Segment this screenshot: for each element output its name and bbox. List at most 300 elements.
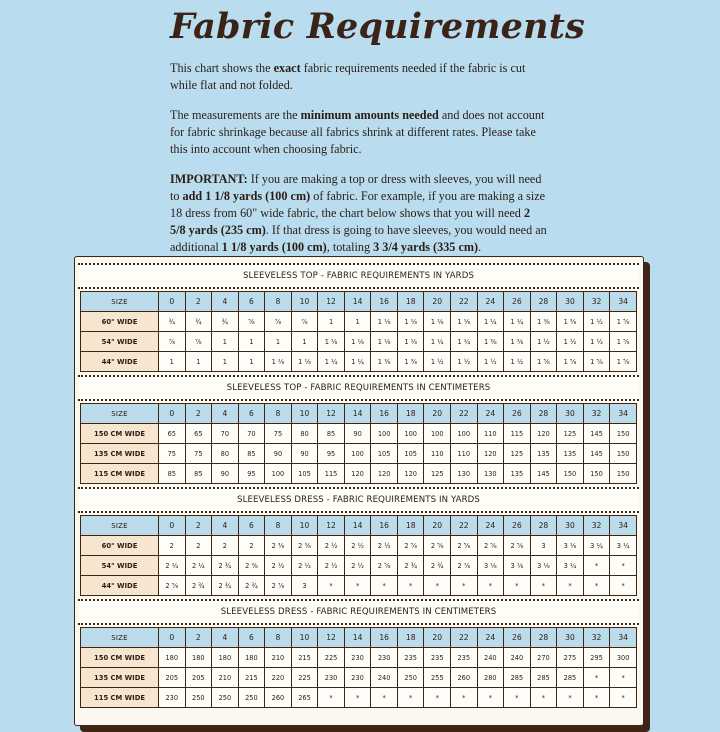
size-header: SIZE — [81, 292, 159, 312]
fabric-amount-cell: ⅞ — [185, 332, 212, 352]
fabric-amount-cell: 230 — [318, 668, 345, 688]
fabric-amount-cell: 255 — [424, 668, 451, 688]
fabric-amount-cell: 1 ⅝ — [583, 352, 610, 372]
fabric-amount-cell: 280 — [477, 668, 504, 688]
fabric-amount-cell: 1 — [265, 332, 292, 352]
fabric-amount-cell: 2 ⅞ — [265, 576, 292, 596]
fabric-amount-cell: 1 ⅛ — [397, 312, 424, 332]
fabric-amount-cell: 250 — [238, 688, 265, 708]
fabric-amount-cell: 2 ¼ — [185, 556, 212, 576]
fabric-amount-cell: 95 — [318, 444, 345, 464]
fabric-amount-cell: 1 ½ — [557, 332, 584, 352]
fabric-amount-cell: 1 ⅛ — [318, 332, 345, 352]
fabric-amount-cell: 80 — [291, 424, 318, 444]
size-column-header: 12 — [318, 516, 345, 536]
fabric-width-label: 44" WIDE — [81, 352, 159, 372]
fabric-amount-cell: 1 — [238, 332, 265, 352]
fabric-amount-cell: 2 ⅜ — [238, 556, 265, 576]
fabric-amount-cell: 225 — [318, 648, 345, 668]
fabric-amount-cell: 100 — [344, 444, 371, 464]
fabric-amount-cell: 230 — [344, 668, 371, 688]
fabric-amount-cell: 2 ½ — [291, 556, 318, 576]
fabric-width-label: 54" WIDE — [81, 556, 159, 576]
fabric-amount-cell: ¾ — [185, 312, 212, 332]
table-row — [81, 576, 637, 596]
size-column-header: 4 — [212, 292, 239, 312]
table-header-row — [81, 292, 637, 312]
table-row — [81, 312, 637, 332]
size-column-header: 22 — [451, 628, 478, 648]
section-title: SLEEVELESS DRESS - FABRIC REQUIREMENTS IN CENTIMETERS — [78, 599, 639, 625]
table-row — [81, 688, 637, 708]
fabric-amount-cell: 270 — [530, 648, 557, 668]
table-row — [81, 424, 637, 444]
fabric-amount-cell: 1 ½ — [504, 352, 531, 372]
size-column-header: 16 — [371, 292, 398, 312]
fabric-amount-cell: 1 — [185, 352, 212, 372]
intro-text-span: If you are making a top or dress with sleeves, you will need to — [170, 172, 542, 203]
fabric-amount-cell: 145 — [530, 464, 557, 484]
fabric-amount-cell: 135 — [557, 444, 584, 464]
fabric-amount-cell: 75 — [265, 424, 292, 444]
size-column-header: 16 — [371, 516, 398, 536]
size-column-header: 34 — [610, 516, 637, 536]
fabric-amount-cell: 120 — [344, 464, 371, 484]
fabric-amount-cell: 2 ¾ — [212, 576, 239, 596]
intro-bold-span: 1 1/8 yards (100 cm) — [221, 240, 327, 254]
fabric-amount-cell: 2 ¾ — [212, 556, 239, 576]
fabric-amount-cell: 2 ½ — [344, 536, 371, 556]
fabric-amount-cell: 1 — [212, 352, 239, 372]
fabric-amount-cell: 1 ⅛ — [451, 312, 478, 332]
fabric-amount-cell: 120 — [397, 464, 424, 484]
fabric-amount-cell: 180 — [185, 648, 212, 668]
size-column-header: 24 — [477, 516, 504, 536]
fabric-amount-cell: 1 ½ — [451, 352, 478, 372]
fabric-amount-cell: * — [583, 556, 610, 576]
fabric-amount-cell: 3 ⅛ — [557, 536, 584, 556]
fabric-amount-cell: 285 — [557, 668, 584, 688]
size-column-header: 12 — [318, 404, 345, 424]
fabric-amount-cell: 135 — [504, 464, 531, 484]
chart-section — [78, 487, 639, 596]
size-column-header: 6 — [238, 404, 265, 424]
fabric-amount-cell: 2 ½ — [265, 556, 292, 576]
fabric-amount-cell: 1 ⅛ — [371, 332, 398, 352]
fabric-amount-cell: 1 ⅜ — [504, 332, 531, 352]
fabric-amount-cell: 145 — [583, 444, 610, 464]
fabric-amount-cell: 2 — [185, 536, 212, 556]
fabric-amount-cell: ⅝ — [238, 312, 265, 332]
fabric-amount-cell: 65 — [185, 424, 212, 444]
table-header-row — [81, 404, 637, 424]
size-column-header: 10 — [291, 404, 318, 424]
fabric-amount-cell: 240 — [504, 648, 531, 668]
fabric-amount-cell: 125 — [504, 444, 531, 464]
requirements-table — [80, 291, 637, 372]
intro-text-span: of fabric. For example, if you are making a size 18 dress from 60" wide fabric, the chart below shows that you will need — [170, 189, 546, 220]
fabric-amount-cell: 265 — [291, 688, 318, 708]
fabric-amount-cell: 1 — [159, 352, 186, 372]
requirements-table — [80, 627, 637, 708]
fabric-width-label: 150 CM WIDE — [81, 424, 159, 444]
fabric-amount-cell: 3 — [530, 536, 557, 556]
size-column-header: 0 — [159, 516, 186, 536]
fabric-amount-cell: 1 ½ — [530, 332, 557, 352]
fabric-amount-cell: 3 ¼ — [583, 536, 610, 556]
size-column-header: 26 — [504, 516, 531, 536]
fabric-amount-cell: 1 ⅝ — [557, 352, 584, 372]
size-header: SIZE — [81, 404, 159, 424]
size-column-header: 24 — [477, 404, 504, 424]
fabric-amount-cell: 260 — [265, 688, 292, 708]
fabric-amount-cell: * — [583, 688, 610, 708]
fabric-amount-cell: 285 — [530, 668, 557, 688]
fabric-amount-cell: 210 — [212, 668, 239, 688]
chart-section — [78, 375, 639, 484]
size-column-header: 26 — [504, 628, 531, 648]
fabric-amount-cell: 70 — [238, 424, 265, 444]
table-row — [81, 556, 637, 576]
fabric-amount-cell: 1 — [238, 352, 265, 372]
fabric-amount-cell: 2 ½ — [318, 536, 345, 556]
fabric-width-label: 150 CM WIDE — [81, 648, 159, 668]
fabric-amount-cell: 120 — [530, 424, 557, 444]
fabric-amount-cell: 2 ⅝ — [451, 536, 478, 556]
chart-section — [78, 263, 639, 372]
fabric-amount-cell: 1 ⅛ — [424, 312, 451, 332]
fabric-amount-cell: 1 ⅛ — [397, 332, 424, 352]
intro-paragraph-1 — [170, 60, 548, 94]
fabric-amount-cell: 1 ¼ — [451, 332, 478, 352]
size-column-header: 20 — [424, 516, 451, 536]
fabric-amount-cell: 220 — [265, 668, 292, 688]
size-column-header: 32 — [583, 516, 610, 536]
size-column-header: 32 — [583, 292, 610, 312]
fabric-amount-cell: 135 — [530, 444, 557, 464]
fabric-amount-cell: 85 — [185, 464, 212, 484]
fabric-amount-cell: 235 — [424, 648, 451, 668]
fabric-amount-cell: 145 — [583, 424, 610, 444]
fabric-amount-cell: 1 — [291, 332, 318, 352]
size-column-header: 28 — [530, 292, 557, 312]
intro-bold-span: minimum amounts needed — [300, 108, 439, 122]
size-column-header: 2 — [185, 292, 212, 312]
intro-text-span: . — [478, 240, 482, 254]
fabric-amount-cell: 295 — [583, 648, 610, 668]
size-column-header: 12 — [318, 292, 345, 312]
fabric-amount-cell: 3 ⅛ — [530, 556, 557, 576]
size-column-header: 0 — [159, 628, 186, 648]
fabric-amount-cell: 2 ½ — [371, 536, 398, 556]
intro-text-span: This chart shows the — [170, 61, 274, 75]
intro-bold-span: 3 3/4 yards (335 cm) — [373, 240, 479, 254]
fabric-amount-cell: * — [610, 688, 637, 708]
size-column-header: 8 — [265, 404, 292, 424]
fabric-amount-cell: 275 — [557, 648, 584, 668]
fabric-amount-cell: 2 ⅝ — [504, 536, 531, 556]
size-column-header: 16 — [371, 628, 398, 648]
section-title: SLEEVELESS TOP - FABRIC REQUIREMENTS IN YARDS — [78, 263, 639, 289]
fabric-amount-cell: * — [504, 576, 531, 596]
fabric-amount-cell: 3 ⅛ — [504, 556, 531, 576]
size-column-header: 10 — [291, 292, 318, 312]
intro-text-span: , totaling — [326, 240, 374, 254]
size-column-header: 10 — [291, 628, 318, 648]
fabric-amount-cell: 180 — [212, 648, 239, 668]
fabric-amount-cell: 1 ⅛ — [291, 352, 318, 372]
intro-bold-span: exact — [273, 61, 301, 75]
fabric-amount-cell: 2 ⅜ — [265, 536, 292, 556]
fabric-amount-cell: 1 ¼ — [344, 352, 371, 372]
size-header: SIZE — [81, 516, 159, 536]
size-column-header: 4 — [212, 628, 239, 648]
fabric-amount-cell: 150 — [610, 424, 637, 444]
fabric-amount-cell: * — [610, 668, 637, 688]
size-column-header: 30 — [557, 292, 584, 312]
fabric-amount-cell: * — [557, 688, 584, 708]
table-row — [81, 332, 637, 352]
size-column-header: 28 — [530, 404, 557, 424]
size-column-header: 20 — [424, 404, 451, 424]
size-column-header: 2 — [185, 404, 212, 424]
size-column-header: 18 — [397, 628, 424, 648]
fabric-amount-cell: 2 ¾ — [424, 556, 451, 576]
fabric-amount-cell: 205 — [159, 668, 186, 688]
fabric-amount-cell: 1 ⅜ — [557, 312, 584, 332]
size-column-header: 14 — [344, 404, 371, 424]
fabric-amount-cell: 1 ⅛ — [371, 312, 398, 332]
size-column-header: 8 — [265, 628, 292, 648]
fabric-amount-cell: ¾ — [159, 312, 186, 332]
fabric-amount-cell: 125 — [557, 424, 584, 444]
fabric-amount-cell: ⅞ — [265, 312, 292, 332]
size-column-header: 22 — [451, 404, 478, 424]
fabric-amount-cell: 1 ⅜ — [397, 352, 424, 372]
fabric-amount-cell: 250 — [397, 668, 424, 688]
size-column-header: 18 — [397, 404, 424, 424]
fabric-amount-cell: 90 — [265, 444, 292, 464]
fabric-amount-cell: * — [371, 688, 398, 708]
fabric-amount-cell: 225 — [291, 668, 318, 688]
table-row — [81, 648, 637, 668]
size-column-header: 14 — [344, 292, 371, 312]
fabric-amount-cell: 3 ¼ — [610, 536, 637, 556]
fabric-amount-cell: 85 — [159, 464, 186, 484]
page-title: Fabric Requirements — [170, 6, 586, 47]
fabric-width-label: 44" WIDE — [81, 576, 159, 596]
fabric-amount-cell: 2 ¼ — [159, 556, 186, 576]
size-column-header: 16 — [371, 404, 398, 424]
fabric-amount-cell: * — [530, 688, 557, 708]
fabric-amount-cell: * — [530, 576, 557, 596]
fabric-width-label: 135 CM WIDE — [81, 668, 159, 688]
fabric-amount-cell: 1 ⅜ — [477, 332, 504, 352]
fabric-amount-cell: 1 — [344, 312, 371, 332]
fabric-amount-cell: 2 ⅞ — [451, 556, 478, 576]
fabric-amount-cell: ⅞ — [291, 312, 318, 332]
size-column-header: 22 — [451, 516, 478, 536]
fabric-chart-card — [74, 256, 644, 726]
fabric-amount-cell: 1 ⅝ — [530, 352, 557, 372]
size-column-header: 14 — [344, 516, 371, 536]
size-column-header: 32 — [583, 404, 610, 424]
size-column-header: 20 — [424, 628, 451, 648]
fabric-amount-cell: * — [557, 576, 584, 596]
table-row — [81, 668, 637, 688]
size-column-header: 18 — [397, 292, 424, 312]
size-column-header: 22 — [451, 292, 478, 312]
fabric-amount-cell: 150 — [610, 464, 637, 484]
fabric-amount-cell: 85 — [318, 424, 345, 444]
fabric-amount-cell: * — [318, 688, 345, 708]
fabric-amount-cell: 85 — [238, 444, 265, 464]
fabric-amount-cell: 110 — [477, 424, 504, 444]
fabric-amount-cell: 260 — [451, 668, 478, 688]
fabric-amount-cell: 100 — [397, 424, 424, 444]
size-column-header: 34 — [610, 404, 637, 424]
fabric-amount-cell: * — [451, 688, 478, 708]
fabric-amount-cell: 150 — [583, 464, 610, 484]
fabric-amount-cell: * — [424, 688, 451, 708]
size-column-header: 34 — [610, 628, 637, 648]
fabric-amount-cell: 1 ¼ — [477, 312, 504, 332]
fabric-amount-cell: 100 — [265, 464, 292, 484]
fabric-amount-cell: 3 ¼ — [557, 556, 584, 576]
requirements-table — [80, 515, 637, 596]
fabric-width-label: 60" WIDE — [81, 536, 159, 556]
fabric-amount-cell: 110 — [424, 444, 451, 464]
fabric-amount-cell: 2 ½ — [344, 556, 371, 576]
fabric-amount-cell: 180 — [238, 648, 265, 668]
fabric-amount-cell: 130 — [477, 464, 504, 484]
size-column-header: 18 — [397, 516, 424, 536]
fabric-width-label: 115 CM WIDE — [81, 464, 159, 484]
fabric-amount-cell: 75 — [185, 444, 212, 464]
table-row — [81, 352, 637, 372]
table-header-row — [81, 628, 637, 648]
fabric-amount-cell: * — [504, 688, 531, 708]
fabric-amount-cell: 1 ¼ — [504, 312, 531, 332]
size-column-header: 24 — [477, 628, 504, 648]
fabric-width-label: 135 CM WIDE — [81, 444, 159, 464]
size-column-header: 30 — [557, 516, 584, 536]
fabric-amount-cell: 100 — [424, 424, 451, 444]
fabric-amount-cell: 1 ⅝ — [610, 312, 637, 332]
fabric-amount-cell: * — [397, 576, 424, 596]
fabric-amount-cell: 2 ⅝ — [371, 556, 398, 576]
fabric-amount-cell: 120 — [477, 444, 504, 464]
size-column-header: 28 — [530, 628, 557, 648]
fabric-amount-cell: 1 — [318, 312, 345, 332]
fabric-amount-cell: * — [371, 576, 398, 596]
fabric-amount-cell: 2 — [159, 536, 186, 556]
table-header-row — [81, 516, 637, 536]
fabric-amount-cell: ⅞ — [159, 332, 186, 352]
table-row — [81, 536, 637, 556]
fabric-amount-cell: 215 — [291, 648, 318, 668]
fabric-amount-cell: ¾ — [212, 312, 239, 332]
fabric-amount-cell: * — [477, 576, 504, 596]
fabric-amount-cell: 2 — [238, 536, 265, 556]
fabric-amount-cell: 2 ¾ — [238, 576, 265, 596]
size-column-header: 2 — [185, 516, 212, 536]
size-column-header: 24 — [477, 292, 504, 312]
fabric-amount-cell: 2 ¾ — [397, 556, 424, 576]
fabric-amount-cell: 1 ⅝ — [610, 332, 637, 352]
section-title: SLEEVELESS TOP - FABRIC REQUIREMENTS IN CENTIMETERS — [78, 375, 639, 401]
fabric-amount-cell: 150 — [610, 444, 637, 464]
fabric-amount-cell: 205 — [185, 668, 212, 688]
fabric-amount-cell: 1 ⅜ — [371, 352, 398, 372]
size-column-header: 6 — [238, 628, 265, 648]
size-column-header: 4 — [212, 404, 239, 424]
fabric-amount-cell: 95 — [238, 464, 265, 484]
fabric-amount-cell: 2 ⅝ — [424, 536, 451, 556]
fabric-amount-cell: * — [477, 688, 504, 708]
size-column-header: 0 — [159, 292, 186, 312]
fabric-amount-cell: * — [318, 576, 345, 596]
fabric-amount-cell: 210 — [265, 648, 292, 668]
fabric-amount-cell: 235 — [451, 648, 478, 668]
size-header: SIZE — [81, 628, 159, 648]
fabric-amount-cell: 1 ⅛ — [265, 352, 292, 372]
fabric-amount-cell: 115 — [318, 464, 345, 484]
fabric-amount-cell: 235 — [397, 648, 424, 668]
fabric-amount-cell: 1 ½ — [477, 352, 504, 372]
intro-text — [170, 60, 548, 269]
fabric-amount-cell: 300 — [610, 648, 637, 668]
fabric-amount-cell: 230 — [371, 648, 398, 668]
size-column-header: 26 — [504, 292, 531, 312]
fabric-amount-cell: * — [610, 556, 637, 576]
fabric-amount-cell: 75 — [159, 444, 186, 464]
fabric-amount-cell: 1 ⅜ — [530, 312, 557, 332]
size-column-header: 6 — [238, 516, 265, 536]
fabric-amount-cell: 120 — [371, 464, 398, 484]
fabric-amount-cell: 125 — [424, 464, 451, 484]
fabric-amount-cell: 250 — [185, 688, 212, 708]
fabric-amount-cell: 2 ⅝ — [477, 536, 504, 556]
fabric-amount-cell: * — [583, 576, 610, 596]
fabric-amount-cell: 180 — [159, 648, 186, 668]
fabric-amount-cell: * — [610, 576, 637, 596]
fabric-amount-cell: 2 — [212, 536, 239, 556]
fabric-amount-cell: 2 ⅜ — [291, 536, 318, 556]
fabric-amount-cell: 1 ½ — [583, 312, 610, 332]
size-column-header: 28 — [530, 516, 557, 536]
fabric-amount-cell: 1 ¼ — [424, 332, 451, 352]
intro-text-span: The measurements are the — [170, 108, 301, 122]
size-column-header: 30 — [557, 404, 584, 424]
fabric-amount-cell: * — [397, 688, 424, 708]
fabric-amount-cell: 150 — [557, 464, 584, 484]
size-column-header: 6 — [238, 292, 265, 312]
chart-section — [78, 599, 639, 708]
intro-text-span: and does not account for fabric shrinkage because all fabrics shrink at different rates. Please take this into account when choosing fabric. — [170, 108, 545, 156]
fabric-amount-cell: 1 ⅛ — [344, 332, 371, 352]
fabric-amount-cell: 65 — [159, 424, 186, 444]
section-title: SLEEVELESS DRESS - FABRIC REQUIREMENTS IN YARDS — [78, 487, 639, 513]
requirements-table — [80, 403, 637, 484]
size-column-header: 8 — [265, 292, 292, 312]
fabric-amount-cell: 1 ½ — [424, 352, 451, 372]
fabric-amount-cell: 2 ⅝ — [397, 536, 424, 556]
intro-bold-span: add 1 1/8 yards (100 cm) — [182, 189, 311, 203]
fabric-amount-cell: * — [344, 576, 371, 596]
fabric-amount-cell: 90 — [344, 424, 371, 444]
fabric-amount-cell: 90 — [212, 464, 239, 484]
